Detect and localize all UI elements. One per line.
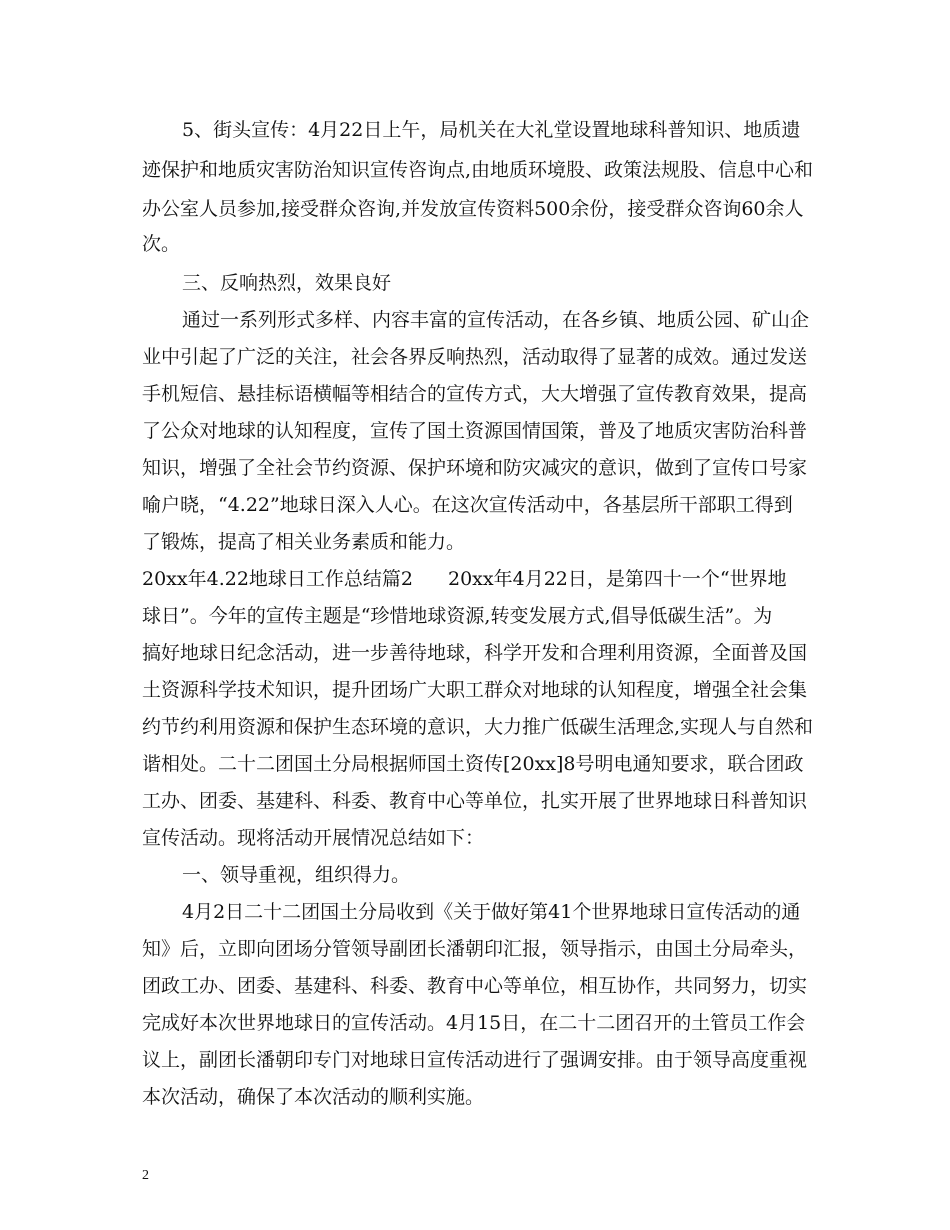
paragraph-text: 完成好本次世界地球日的宣传活动。4月15日，在二十二团召开的土管员工作会 xyxy=(142,1012,806,1034)
paragraph-text: 了锻炼，提高了相关业务素质和能力。 xyxy=(142,531,466,553)
paragraph-text: 次。 xyxy=(142,233,181,255)
text-line xyxy=(0,265,950,301)
text-line xyxy=(0,968,950,1004)
paragraph-text: 了公众对地球的认知程度，宣传了国土资源国情国策，普及了地质灾害防治科普 xyxy=(142,420,808,442)
paragraph-text: 谐相处。二十二团国土分局根据师国土资传[20xx]8号明电通知要求，联合团政 xyxy=(142,753,804,775)
paragraph-text: 通过一系列形式多样、内容丰富的宣传活动，在各乡镇、地质公园、矿山企 xyxy=(182,309,810,331)
paragraph-text: 约节约利用资源和保护生态环境的意识，大力推广低碳生活理念,实现人与自然和 xyxy=(142,716,814,738)
paragraph-text: 知》后，立即向团场分管领导副团长潘朝印汇报，领导指示，由国土分局牵头， xyxy=(142,938,808,960)
paragraph-text: 5、街头宣传：4月22日上午，局机关在大礼堂设置地球科普知识、地质遗 xyxy=(182,119,801,141)
section-heading: 一、领导重视，组织得力。 xyxy=(182,864,411,886)
paragraph-text: 业中引起了广泛的关注，社会各界反响热烈，活动取得了显著的成效。通过发送 xyxy=(142,346,808,368)
paragraph-text: 知识，增强了全社会节约资源、保护环境和防灾减灾的意识，做到了宣传口号家 xyxy=(142,457,808,479)
text-line xyxy=(0,783,950,819)
text-line xyxy=(0,413,950,449)
text-line xyxy=(0,524,950,560)
paragraph-text: 土资源科学技术知识，提升团场广大职工群众对地球的认知程度，增强全社会集 xyxy=(142,679,808,701)
text-line xyxy=(0,894,950,930)
paragraph-text: 搞好地球日纪念活动，进一步善待地球，科学开发和合理利用资源，全面普及国 xyxy=(142,642,808,664)
paragraph-text: 4月2日二十二团国土分局收到《关于做好第41个世界地球日宣传活动的通 xyxy=(182,901,801,923)
text-line xyxy=(0,226,950,262)
paragraph-text: 办公室人员参加,接受群众咨询,并发放宣传资料500余份，接受群众咨询60余人 xyxy=(142,198,804,220)
paragraph-text: 宣传活动。现将活动开展情况总结如下： xyxy=(142,827,485,849)
section-heading: 三、反响热烈，效果良好 xyxy=(182,272,392,294)
text-line xyxy=(0,746,950,782)
text-line xyxy=(0,672,950,708)
page-number: 2 xyxy=(142,1168,149,1183)
paragraph-text: 球日”。今年的宣传主题是“珍惜地球资源,转变发展方式,倡导低碳生活”。为 xyxy=(142,605,773,627)
text-line xyxy=(0,931,950,967)
text-line xyxy=(0,820,950,856)
text-line xyxy=(0,709,950,745)
text-line xyxy=(0,339,950,375)
text-line xyxy=(0,376,950,412)
text-line xyxy=(0,152,950,188)
paragraph-text: 迹保护和地质灾害防治知识宣传咨询点,由地质环境股、政策法规股、信息中心和 xyxy=(142,159,814,181)
text-line xyxy=(0,112,950,148)
paragraph-text: 本次活动，确保了本次活动的顺利实施。 xyxy=(142,1086,485,1108)
text-line xyxy=(0,561,950,597)
text-line xyxy=(0,635,950,671)
text-line xyxy=(0,191,950,227)
text-line xyxy=(0,450,950,486)
text-line xyxy=(0,1005,950,1041)
paragraph-text: 团政工办、团委、基建科、科委、教育中心等单位，相互协作，共同努力，切实 xyxy=(142,975,808,997)
paragraph-text: 手机短信、悬挂标语横幅等相结合的宣传方式，大大增强了宣传教育效果，提高 xyxy=(142,383,808,405)
paragraph-text: 议上，副团长潘朝印专门对地球日宣传活动进行了强调安排。由于领导高度重视 xyxy=(142,1049,808,1071)
paragraph-text: 工办、团委、基建科、科委、教育中心等单位，扎实开展了世界地球日科普知识 xyxy=(142,790,808,812)
text-line xyxy=(0,1079,950,1115)
paragraph-text: 20xx年4月22日，是第四十一个“世界地 xyxy=(448,568,787,590)
text-line xyxy=(0,487,950,523)
text-line xyxy=(0,302,950,338)
text-line xyxy=(0,1042,950,1078)
text-line xyxy=(0,598,950,634)
article-title: 20xx年4.22地球日工作总结篇2 xyxy=(142,568,414,590)
paragraph-text: 喻户晓，“4.22”地球日深入人心。在这次宣传活动中，各基层所干部职工得到 xyxy=(142,494,793,516)
text-line xyxy=(0,857,950,893)
